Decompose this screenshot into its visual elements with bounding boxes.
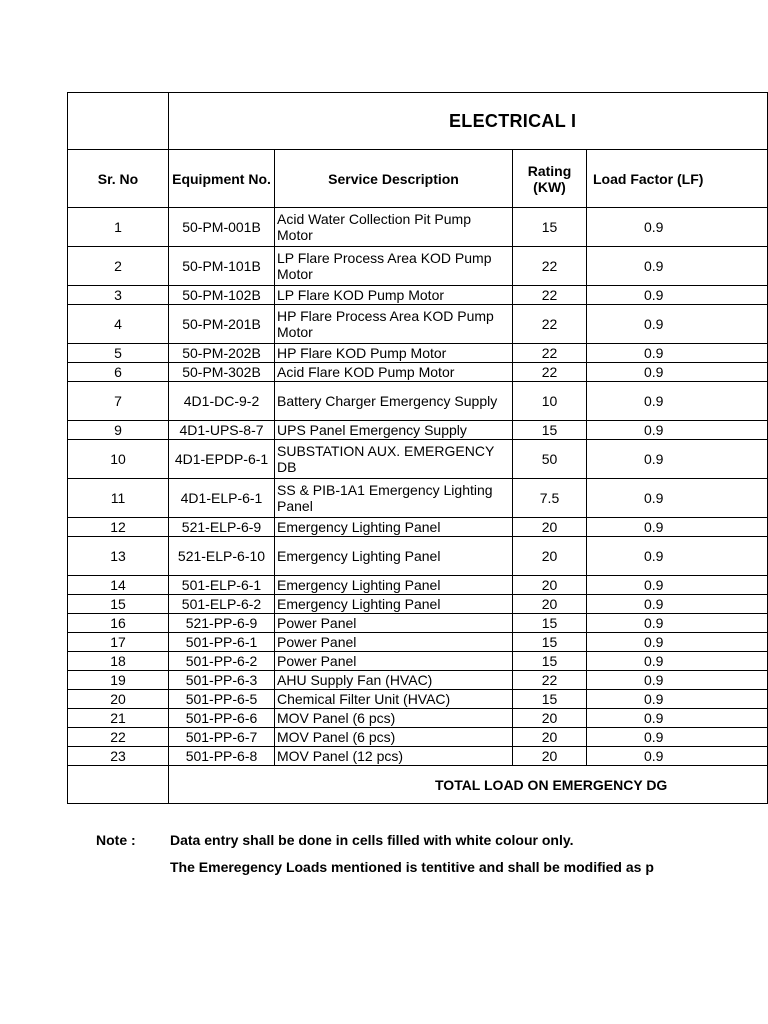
- service-description-cell[interactable]: LP Flare Process Area KOD Pump Motor: [275, 247, 513, 286]
- table-row: [68, 247, 768, 286]
- service-description-cell[interactable]: Power Panel: [275, 614, 513, 633]
- load-table: [67, 92, 768, 804]
- table-row: [68, 440, 768, 479]
- header-load-factor: Load Factor (LF): [587, 150, 768, 208]
- table-row: [68, 537, 768, 576]
- load-factor-cell[interactable]: 0.9: [587, 595, 768, 614]
- load-factor-cell[interactable]: 0.9: [587, 671, 768, 690]
- service-description-cell[interactable]: Power Panel: [275, 652, 513, 671]
- sr-no-cell[interactable]: 9: [68, 421, 169, 440]
- rating-cell[interactable]: 22: [513, 344, 587, 363]
- equipment-no-cell[interactable]: 501-ELP-6-1: [169, 576, 275, 595]
- header-row: [68, 150, 768, 208]
- sheet-title: [169, 93, 768, 150]
- note-line-1: Data entry shall be done in cells filled with white colour only.: [170, 832, 574, 848]
- equipment-no-cell[interactable]: 521-ELP-6-10: [169, 537, 275, 576]
- header-equipment-no: Equipment No.: [169, 150, 275, 208]
- load-factor-cell[interactable]: 0.9: [587, 479, 768, 518]
- rating-cell[interactable]: 10: [513, 382, 587, 421]
- rating-cell[interactable]: 22: [513, 363, 587, 382]
- rating-cell[interactable]: 15: [513, 208, 587, 247]
- sr-no-cell[interactable]: 2: [68, 247, 169, 286]
- equipment-no-cell[interactable]: 501-ELP-6-2: [169, 595, 275, 614]
- table-row: [68, 614, 768, 633]
- title-blank-cell: [68, 93, 169, 150]
- rating-cell[interactable]: 7.5: [513, 479, 587, 518]
- service-description-cell[interactable]: AHU Supply Fan (HVAC): [275, 671, 513, 690]
- equipment-no-cell[interactable]: 501-PP-6-6: [169, 709, 275, 728]
- table-row: [68, 652, 768, 671]
- header-sr-no: Sr. No: [68, 150, 169, 208]
- table-row: [68, 728, 768, 747]
- sr-no-cell[interactable]: 20: [68, 690, 169, 709]
- sr-no-cell[interactable]: 6: [68, 363, 169, 382]
- service-description-cell[interactable]: HP Flare KOD Pump Motor: [275, 344, 513, 363]
- service-description-cell[interactable]: Acid Flare KOD Pump Motor: [275, 363, 513, 382]
- service-description-cell[interactable]: Emergency Lighting Panel: [275, 518, 513, 537]
- rating-cell[interactable]: 20: [513, 518, 587, 537]
- sr-no-cell[interactable]: 22: [68, 728, 169, 747]
- equipment-no-cell[interactable]: 521-ELP-6-9: [169, 518, 275, 537]
- table-row: [68, 344, 768, 363]
- sr-no-cell[interactable]: 16: [68, 614, 169, 633]
- title-row: [68, 93, 768, 150]
- sr-no-cell[interactable]: 5: [68, 344, 169, 363]
- table-row: [68, 305, 768, 344]
- load-factor-cell[interactable]: 0.9: [587, 633, 768, 652]
- rating-cell[interactable]: 20: [513, 537, 587, 576]
- load-factor-cell[interactable]: 0.9: [587, 576, 768, 595]
- total-row: [68, 766, 768, 804]
- equipment-no-cell[interactable]: 4D1-UPS-8-7: [169, 421, 275, 440]
- service-description-cell[interactable]: SUBSTATION AUX. EMERGENCY DB: [275, 440, 513, 479]
- equipment-no-cell[interactable]: 50-PM-102B: [169, 286, 275, 305]
- equipment-no-cell[interactable]: 501-PP-6-2: [169, 652, 275, 671]
- load-factor-cell[interactable]: 0.9: [587, 537, 768, 576]
- sr-no-cell[interactable]: 11: [68, 479, 169, 518]
- rating-cell[interactable]: 20: [513, 747, 587, 766]
- service-description-cell[interactable]: HP Flare Process Area KOD Pump Motor: [275, 305, 513, 344]
- load-factor-cell[interactable]: 0.9: [587, 247, 768, 286]
- service-description-cell[interactable]: Battery Charger Emergency Supply: [275, 382, 513, 421]
- service-description-cell[interactable]: UPS Panel Emergency Supply: [275, 421, 513, 440]
- table-row: [68, 709, 768, 728]
- service-description-cell[interactable]: MOV Panel (6 pcs): [275, 709, 513, 728]
- load-factor-cell[interactable]: 0.9: [587, 652, 768, 671]
- equipment-no-cell[interactable]: 50-PM-201B: [169, 305, 275, 344]
- rating-cell[interactable]: 15: [513, 690, 587, 709]
- table-row: [68, 421, 768, 440]
- load-factor-cell[interactable]: 0.9: [587, 421, 768, 440]
- equipment-no-cell[interactable]: 4D1-ELP-6-1: [169, 479, 275, 518]
- sr-no-cell[interactable]: 14: [68, 576, 169, 595]
- load-factor-cell[interactable]: 0.9: [587, 690, 768, 709]
- sr-no-cell[interactable]: 23: [68, 747, 169, 766]
- rating-cell[interactable]: 20: [513, 595, 587, 614]
- table-row: [68, 633, 768, 652]
- table-row: [68, 747, 768, 766]
- table-row: [68, 576, 768, 595]
- rating-cell[interactable]: 22: [513, 286, 587, 305]
- service-description-cell[interactable]: SS & PIB-1A1 Emergency Lighting Panel: [275, 479, 513, 518]
- rating-cell[interactable]: 15: [513, 421, 587, 440]
- load-factor-cell[interactable]: 0.9: [587, 614, 768, 633]
- service-description-cell[interactable]: MOV Panel (6 pcs): [275, 728, 513, 747]
- sr-no-cell[interactable]: 18: [68, 652, 169, 671]
- equipment-no-cell[interactable]: 501-PP-6-8: [169, 747, 275, 766]
- rating-cell[interactable]: 20: [513, 728, 587, 747]
- table-row: [68, 518, 768, 537]
- rating-cell[interactable]: 20: [513, 576, 587, 595]
- rating-cell[interactable]: 15: [513, 652, 587, 671]
- equipment-no-cell[interactable]: 4D1-DC-9-2: [169, 382, 275, 421]
- rating-cell[interactable]: 15: [513, 633, 587, 652]
- sr-no-cell[interactable]: 21: [68, 709, 169, 728]
- equipment-no-cell[interactable]: 50-PM-001B: [169, 208, 275, 247]
- load-factor-cell[interactable]: 0.9: [587, 344, 768, 363]
- sheet-title-text: ELECTRICAL I: [449, 111, 577, 131]
- rating-cell[interactable]: 15: [513, 614, 587, 633]
- equipment-no-cell[interactable]: 501-PP-6-3: [169, 671, 275, 690]
- load-factor-cell[interactable]: 0.9: [587, 728, 768, 747]
- table-row: [68, 671, 768, 690]
- sr-no-cell[interactable]: 17: [68, 633, 169, 652]
- load-factor-cell[interactable]: 0.9: [587, 305, 768, 344]
- load-factor-cell[interactable]: 0.9: [587, 747, 768, 766]
- sr-no-cell[interactable]: 19: [68, 671, 169, 690]
- sr-no-cell[interactable]: 15: [68, 595, 169, 614]
- load-factor-cell[interactable]: 0.9: [587, 382, 768, 421]
- equipment-no-cell[interactable]: 4D1-EPDP-6-1: [169, 440, 275, 479]
- load-factor-cell[interactable]: 0.9: [587, 286, 768, 305]
- sr-no-cell[interactable]: 7: [68, 382, 169, 421]
- load-factor-cell[interactable]: 0.9: [587, 440, 768, 479]
- sr-no-cell[interactable]: 13: [68, 537, 169, 576]
- load-factor-cell[interactable]: 0.9: [587, 363, 768, 382]
- note-label: Note :: [96, 832, 136, 848]
- load-factor-cell[interactable]: 0.9: [587, 709, 768, 728]
- table-row: [68, 690, 768, 709]
- sr-no-cell[interactable]: 12: [68, 518, 169, 537]
- sr-no-cell[interactable]: 10: [68, 440, 169, 479]
- table-row: [68, 382, 768, 421]
- service-description-cell[interactable]: Emergency Lighting Panel: [275, 537, 513, 576]
- equipment-no-cell[interactable]: 50-PM-302B: [169, 363, 275, 382]
- load-factor-cell[interactable]: 0.9: [587, 518, 768, 537]
- rating-cell[interactable]: 22: [513, 671, 587, 690]
- service-description-cell[interactable]: Emergency Lighting Panel: [275, 595, 513, 614]
- service-description-cell[interactable]: Emergency Lighting Panel: [275, 576, 513, 595]
- table-row: [68, 363, 768, 382]
- equipment-no-cell[interactable]: 501-PP-6-1: [169, 633, 275, 652]
- equipment-no-cell[interactable]: 50-PM-202B: [169, 344, 275, 363]
- service-description-cell[interactable]: Power Panel: [275, 633, 513, 652]
- sr-no-cell[interactable]: 1: [68, 208, 169, 247]
- equipment-no-cell[interactable]: 50-PM-101B: [169, 247, 275, 286]
- equipment-no-cell[interactable]: 501-PP-6-7: [169, 728, 275, 747]
- service-description-cell[interactable]: Acid Water Collection Pit Pump Motor: [275, 208, 513, 247]
- load-factor-cell[interactable]: 0.9: [587, 208, 768, 247]
- equipment-no-cell[interactable]: 501-PP-6-5: [169, 690, 275, 709]
- rating-cell[interactable]: 22: [513, 305, 587, 344]
- header-rating: Rating (KW): [513, 150, 587, 208]
- service-description-cell[interactable]: LP Flare KOD Pump Motor: [275, 286, 513, 305]
- sr-no-cell[interactable]: 3: [68, 286, 169, 305]
- service-description-cell[interactable]: Chemical Filter Unit (HVAC): [275, 690, 513, 709]
- total-load-label: TOTAL LOAD ON EMERGENCY DG: [169, 766, 768, 804]
- table-row: [68, 286, 768, 305]
- rating-cell[interactable]: 20: [513, 709, 587, 728]
- note-line-2: The Emeregency Loads mentioned is tentitive and shall be modified as p: [170, 859, 654, 875]
- service-description-cell[interactable]: MOV Panel (12 pcs): [275, 747, 513, 766]
- rating-cell[interactable]: 50: [513, 440, 587, 479]
- table-row: [68, 479, 768, 518]
- total-blank-cell: [68, 766, 169, 804]
- table-row: [68, 595, 768, 614]
- rating-cell[interactable]: 22: [513, 247, 587, 286]
- header-service-description: Service Description: [275, 150, 513, 208]
- equipment-no-cell[interactable]: 521-PP-6-9: [169, 614, 275, 633]
- table-row: [68, 208, 768, 247]
- sr-no-cell[interactable]: 4: [68, 305, 169, 344]
